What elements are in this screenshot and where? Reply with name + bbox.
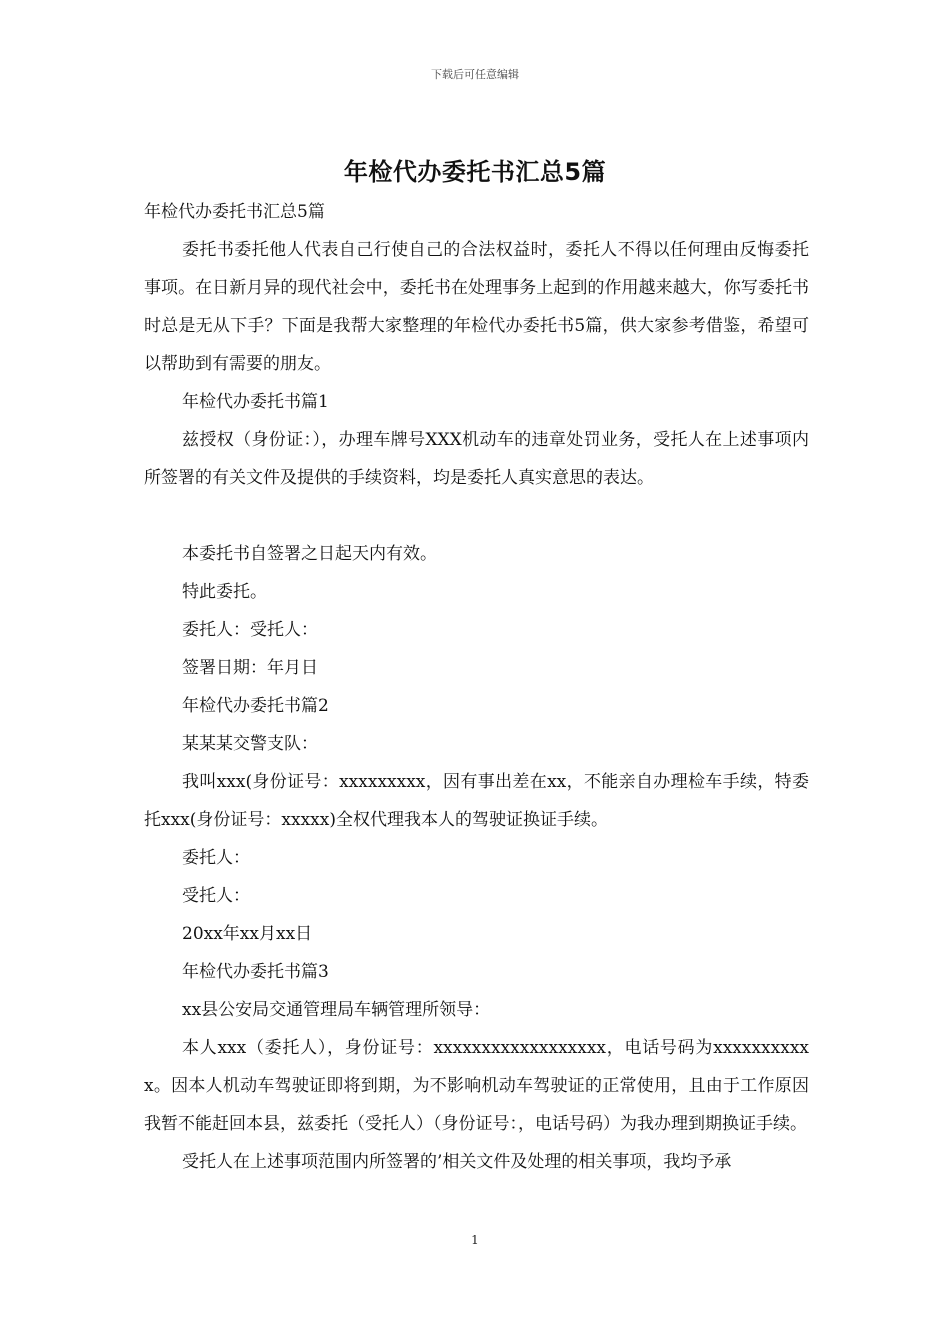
- paragraph: 某某某交警支队：: [182, 734, 318, 754]
- paragraph: 受托人在上述事项范围内所签署的’相关文件及处理的相关事项，我均予承: [182, 1152, 732, 1172]
- paragraph: 年检代办委托书篇2: [182, 696, 329, 716]
- paragraph: 兹授权（身份证：），办理车牌号XXX机动车的违章处罚业务，受托人在上述事项内所签署的有关文件及提供的手续资料，均是委托人真实意思的表达。: [144, 430, 809, 488]
- paragraph: 特此委托。: [182, 582, 267, 602]
- paragraph: 签署日期：年月日: [182, 658, 318, 678]
- paragraph: xx县公安局交通管理局车辆管理所领导：: [182, 1000, 491, 1020]
- blank-line: [144, 497, 809, 535]
- paragraph: 年检代办委托书篇1: [182, 392, 329, 412]
- paragraph: 委托人：: [182, 848, 250, 868]
- document-title: 年检代办委托书汇总5篇: [343, 158, 607, 186]
- paragraph: 受托人：: [182, 886, 250, 906]
- paragraph: 本人xxx（委托人），身份证号：xxxxxxxxxxxxxxxxxx，电话号码为xxxxxxxxxxx。因本人机动车驾驶证即将到期，为不影响机动车驾驶证的正常使用，且由于工作原因我暂不能赶回本县，兹委托（受托人）（身份证号：，电话号码）为我办理到期换证手续。: [144, 1038, 809, 1134]
- paragraph: 本委托书自签署之日起天内有效。: [182, 544, 437, 564]
- paragraph: 我叫xxx(身份证号：xxxxxxxxx，因有事出差在xx，不能亲自办理检车手续，特委托xxx(身份证号：xxxxx)全权代理我本人的驾驶证换证手续。: [144, 772, 809, 830]
- paragraph: 年检代办委托书篇3: [182, 962, 329, 982]
- paragraph: 年检代办委托书汇总5篇: [144, 202, 325, 222]
- paragraph: 委托书委托他人代表自己行使自己的合法权益时，委托人不得以任何理由反悔委托事项。在日新月异的现代社会中，委托书在处理事务上起到的作用越来越大，你写委托书时总是无从下手？下面是我帮大家整理的年检代办委托书5篇，供大家参考借鉴，希望可以帮助到有需要的朋友。: [144, 240, 809, 374]
- page-header: 下载后可任意编辑: [431, 68, 519, 81]
- paragraph: 委托人：受托人：: [182, 620, 318, 640]
- page-number: 1: [471, 1233, 479, 1247]
- paragraph: 20xx年xx月xx日: [182, 924, 313, 944]
- document-body: [144, 193, 809, 1181]
